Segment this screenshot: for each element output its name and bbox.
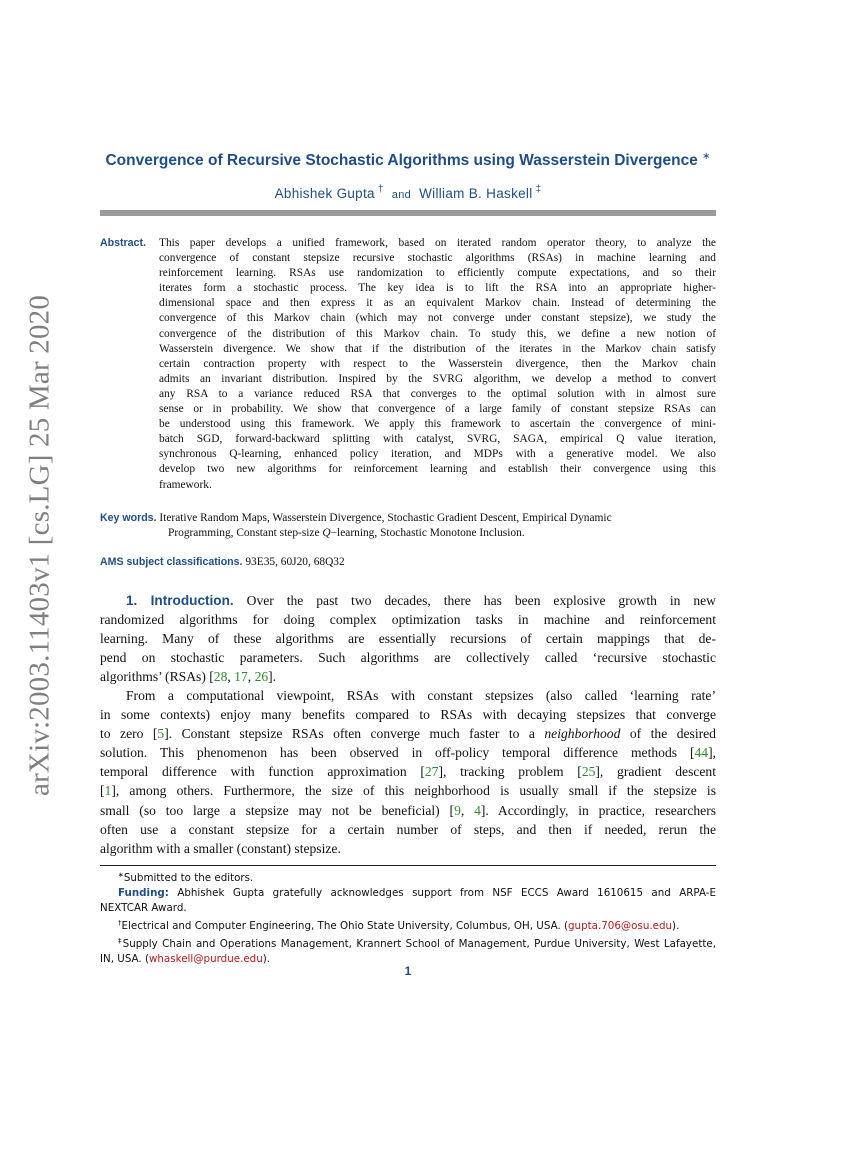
section-heading: 1. Introduction. (126, 593, 234, 608)
intro-emphasis: neighborhood (544, 726, 621, 742)
citation-link[interactable]: 28 (213, 669, 228, 685)
page-number: 1 (404, 964, 412, 978)
intro-line (100, 762, 716, 781)
intro-text: solution. This phenomenon has been observed in off-policy temporal difference methods [ (100, 745, 695, 761)
arxiv-stamp: arXiv:2003.11403v1 [cs.LG] 25 Mar 2020 (23, 294, 56, 796)
citation-link[interactable]: 26 (254, 669, 269, 685)
footnote-text: Electrical and Computer Engineering, The Ohio State University, Columbus, OH, USA. ( (121, 920, 569, 933)
footnote-text: ). (672, 920, 680, 933)
keywords-q-symbol: Q (322, 527, 331, 540)
intro-line (100, 591, 716, 610)
keywords-line-2 (168, 526, 716, 541)
intro-line: often use a constant stepsize for a certain number of steps, and then if needed, rerun the (100, 821, 716, 837)
intro-text: ], tracking problem [ (438, 764, 582, 780)
footnote-haskell (100, 934, 716, 952)
intro-text: small (so too large a stepsize may not be beneficial) [ (100, 802, 455, 818)
citation-link[interactable]: 27 (424, 764, 439, 780)
intro-text: of the desired (620, 726, 716, 742)
abstract-label: Abstract. (100, 237, 146, 249)
ams-label: AMS subject classifications. (100, 556, 243, 568)
intro-text: ]. (268, 669, 277, 685)
intro-line: From a computational viewpoint, RSAs with constant stepsizes (also called ‘learning rate’ (126, 688, 716, 704)
abstract-line: admits an invariant distribution. Inspired by the SVRG algorithm, we develop a method to convert (159, 372, 716, 385)
abstract-line: dimensional space and then express it as an equivalent Markov chain. Instead of determining the (159, 297, 716, 310)
intro-text: to zero [ (100, 726, 158, 742)
author-line (100, 184, 716, 201)
abstract-line: convergence of this Markov chain (which may not converge under constant stepsize), we study the (159, 312, 716, 325)
intro-text: temporal difference with function approximation [ (100, 764, 425, 780)
footnote-mark: ∗ (118, 871, 124, 879)
abstract-line: framework. (159, 478, 212, 491)
ams-codes: 93E35, 60J20, 68Q32 (245, 556, 345, 568)
footnotes (100, 868, 716, 968)
title-text: Convergence of Recursive Stochastic Algorithms using Wasserstein Divergence (105, 152, 698, 169)
abstract-line: sense or in probability. We show that convergence of a large family of constant stepsize RSAs can (159, 403, 716, 416)
intro-line (100, 724, 716, 743)
funding-label: Funding: (118, 887, 169, 900)
abstract-body (159, 236, 716, 493)
footnote-text: Submitted to the editors. (123, 872, 254, 884)
footnote-mark: † (118, 919, 122, 928)
citation-link[interactable]: 4 (474, 802, 481, 818)
keywords-label: Key words. (100, 512, 157, 524)
abstract-line: be understood using this framework. We apply this framework to ascertain the convergence of mini- (159, 418, 716, 431)
intro-text: ]. Constant stepsize RSAs often converge much faster to a (164, 726, 545, 742)
author-gupta: Abhishek Gupta (274, 186, 375, 201)
author-haskell-mark: ‡ (535, 184, 542, 195)
citation-link[interactable]: 9 (454, 802, 461, 818)
intro-text: [ (100, 783, 105, 799)
keywords-line-1: Iterative Random Maps, Wasserstein Divergence, Stochastic Gradient Descent, Empirical Dynamic (159, 512, 612, 524)
abstract (100, 236, 716, 493)
keywords-text: −learning, Stochastic Monotone Inclusion. (330, 527, 525, 540)
intro-line (100, 781, 716, 800)
intro-line: algorithms’ (RSAs) [28, 17, 26]. (100, 669, 277, 685)
abstract-line: develop two new algorithms for reinforcement learning and establish their convergence using this (159, 463, 716, 476)
title-rule (100, 210, 716, 216)
keywords-text: Programming, Constant step-size (168, 527, 323, 540)
footnote-mark: ‡ (118, 937, 123, 946)
footnote-gupta (100, 916, 716, 934)
abstract-line: reinforcement learning. RSAs use randomization to efficiently compute expectations, and so their (159, 267, 716, 280)
footnote-submitted (100, 868, 716, 886)
intro-text: ], (708, 745, 716, 761)
intro-text: ], among others. Furthermore, the size of this neighborhood is usually small if the stepsize is (111, 783, 716, 799)
footnote-text: ). (262, 953, 271, 966)
email-link-haskell[interactable]: whaskell@purdue.edu (148, 953, 263, 966)
intro-line (100, 743, 716, 762)
footnote-rule (100, 865, 716, 866)
email-link-gupta[interactable]: gupta.706@osu.edu (568, 920, 673, 933)
citation-link[interactable]: 25 (581, 764, 596, 780)
abstract-line: This paper develops a unified framework, based on iterated random operator theory, to analyze the (159, 237, 716, 249)
footnote-text: IN, USA. ( (100, 953, 149, 966)
intro-text: ], gradient descent (595, 764, 716, 780)
abstract-line: convergence of the distribution of this Markov chain. To study this, we define a new notion of (159, 327, 716, 340)
intro-line: randomized algorithms for doing complex optimization tasks in machine and reinforcement (100, 612, 716, 628)
intro-text: algorithms’ (RSAs) [ (100, 669, 214, 685)
abstract-line: convergence of constant stepsize recursive stochastic algorithms (RSAs) in machine learning and (159, 252, 716, 265)
intro-line: in some contexts) enjoy many benefits compared to RSAs with decaying stepsizes that converge (100, 707, 716, 723)
footnote-text: Abhishek Gupta gratefully acknowledges support from NSF ECCS Award 1610615 and ARPA-E (168, 887, 716, 900)
title-footnote-mark: ∗ (702, 151, 711, 162)
author-conjunction: and (391, 189, 412, 201)
intro-text: Over the past two decades, there has been explosive growth in new (246, 593, 716, 608)
footnote-text: Supply Chain and Operations Management, Krannert School of Management, Purdue University, West Lafayette, (122, 938, 717, 951)
footnote-funding (100, 886, 716, 901)
citation-link[interactable]: 44 (694, 745, 709, 761)
abstract-line: any RSA to a variance reduced RSA that converges to the optimal solution with in almost sure (159, 387, 716, 400)
paper-title (100, 151, 716, 170)
abstract-line: iterates form a stochastic process. The key idea is to lift the RSA into an appropriate higher- (159, 282, 716, 295)
citation-link[interactable]: 1 (104, 783, 112, 799)
intro-line: pend on stochastic parameters. Such algorithms are collectively called ‘recursive stochastic (100, 650, 716, 666)
abstract-line: batch SGD, forward-backward splitting with catalyst, SVRG, SAGA, empirical Q value iteration, (159, 433, 716, 446)
abstract-line: Wasserstein divergence. We show that if the distribution of the iterates in the Markov chain satisfy (159, 342, 716, 355)
ams-classification (100, 556, 716, 568)
introduction (100, 591, 716, 858)
intro-text: ]. Accordingly, in practice, researchers (480, 802, 717, 818)
abstract-line: certain contraction property with respect to the Wasserstein divergence, then the Markov chain (159, 357, 716, 370)
footnote-funding-cont: NEXTCAR Award. (100, 902, 187, 915)
citation-link[interactable]: 17 (234, 669, 248, 685)
author-gupta-mark: † (377, 184, 384, 195)
keywords (100, 511, 716, 541)
abstract-line: synchronous Q-learning, enhanced policy iteration, and MDPs with a generative model. We also (159, 448, 716, 461)
author-haskell: William B. Haskell (419, 186, 533, 201)
intro-line: algorithm with a smaller (constant) stepsize. (100, 840, 341, 856)
intro-line: learning. Many of these algorithms are essentially recursions of certain mappings that de- (100, 631, 716, 647)
citation-link[interactable]: 5 (157, 726, 165, 742)
intro-line: small (so too large a stepsize may not be beneficial) [9, 4]. Accordingly, in practice, researchers (100, 802, 717, 818)
